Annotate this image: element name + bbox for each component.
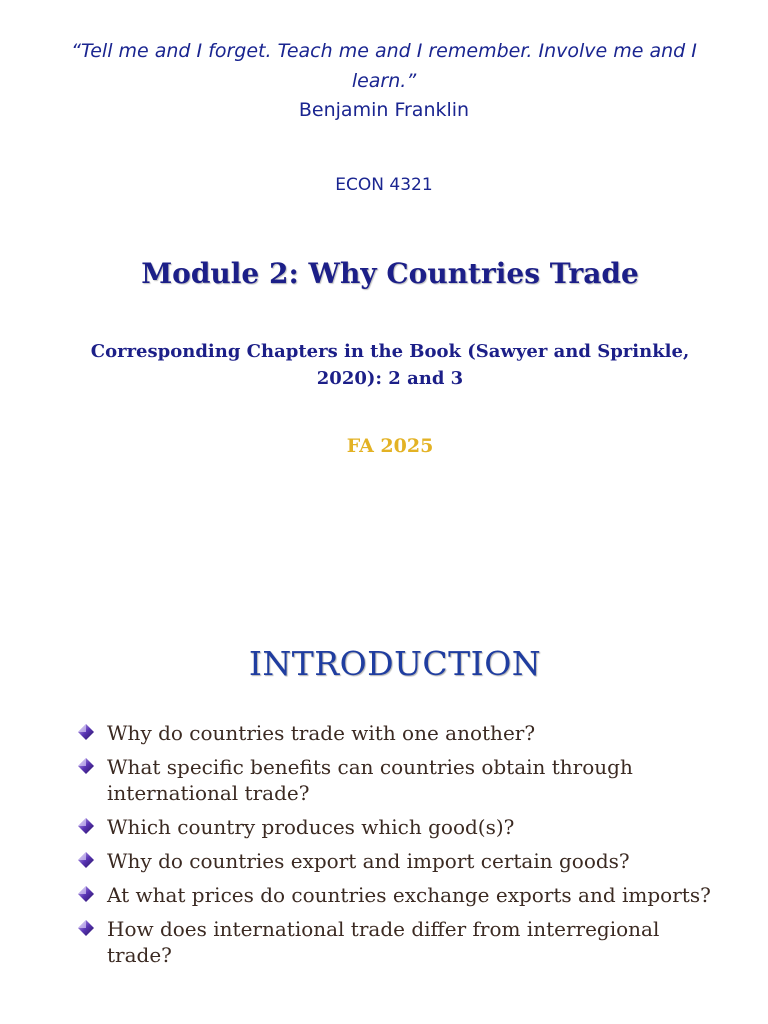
list-item-text: How does international trade differ from interregional trade? <box>107 917 660 967</box>
diamond-bullet-icon <box>77 817 95 835</box>
diamond-bullet-icon <box>77 723 95 741</box>
list-item <box>75 882 715 908</box>
list-item-text: Why do countries trade with one another? <box>107 721 536 745</box>
chapters-reference: Corresponding Chapters in the Book (Sawyer and Sprinkle, 2020): 2 and 3 <box>90 341 690 389</box>
franklin-quote: “Tell me and I forget. Teach me and I remember. Involve me and I learn.” <box>71 40 697 92</box>
list-item-text: At what prices do countries exchange exports and imports? <box>107 883 711 907</box>
list-item-text: Why do countries export and import certain goods? <box>107 849 630 873</box>
list-item-text: What specific benefits can countries obtain through international trade? <box>107 755 633 805</box>
introduction-slide <box>0 600 768 1024</box>
quote-author: Benjamin Franklin <box>298 99 470 121</box>
diamond-bullet-icon <box>77 885 95 903</box>
introduction-title: INTRODUCTION <box>248 644 542 683</box>
list-item <box>75 754 715 806</box>
list-item <box>75 916 715 968</box>
list-item-text: Which country produces which good(s)? <box>107 815 515 839</box>
course-code: ECON 4321 <box>335 175 433 195</box>
question-list <box>75 720 715 976</box>
module-title: Module 2: Why Countries Trade <box>141 257 639 290</box>
diamond-bullet-icon <box>77 757 95 775</box>
diamond-bullet-icon <box>77 851 95 869</box>
list-item <box>75 814 715 840</box>
term-label: FA 2025 <box>346 435 434 457</box>
diamond-bullet-icon <box>77 919 95 937</box>
list-item <box>75 848 715 874</box>
list-item <box>75 720 715 746</box>
